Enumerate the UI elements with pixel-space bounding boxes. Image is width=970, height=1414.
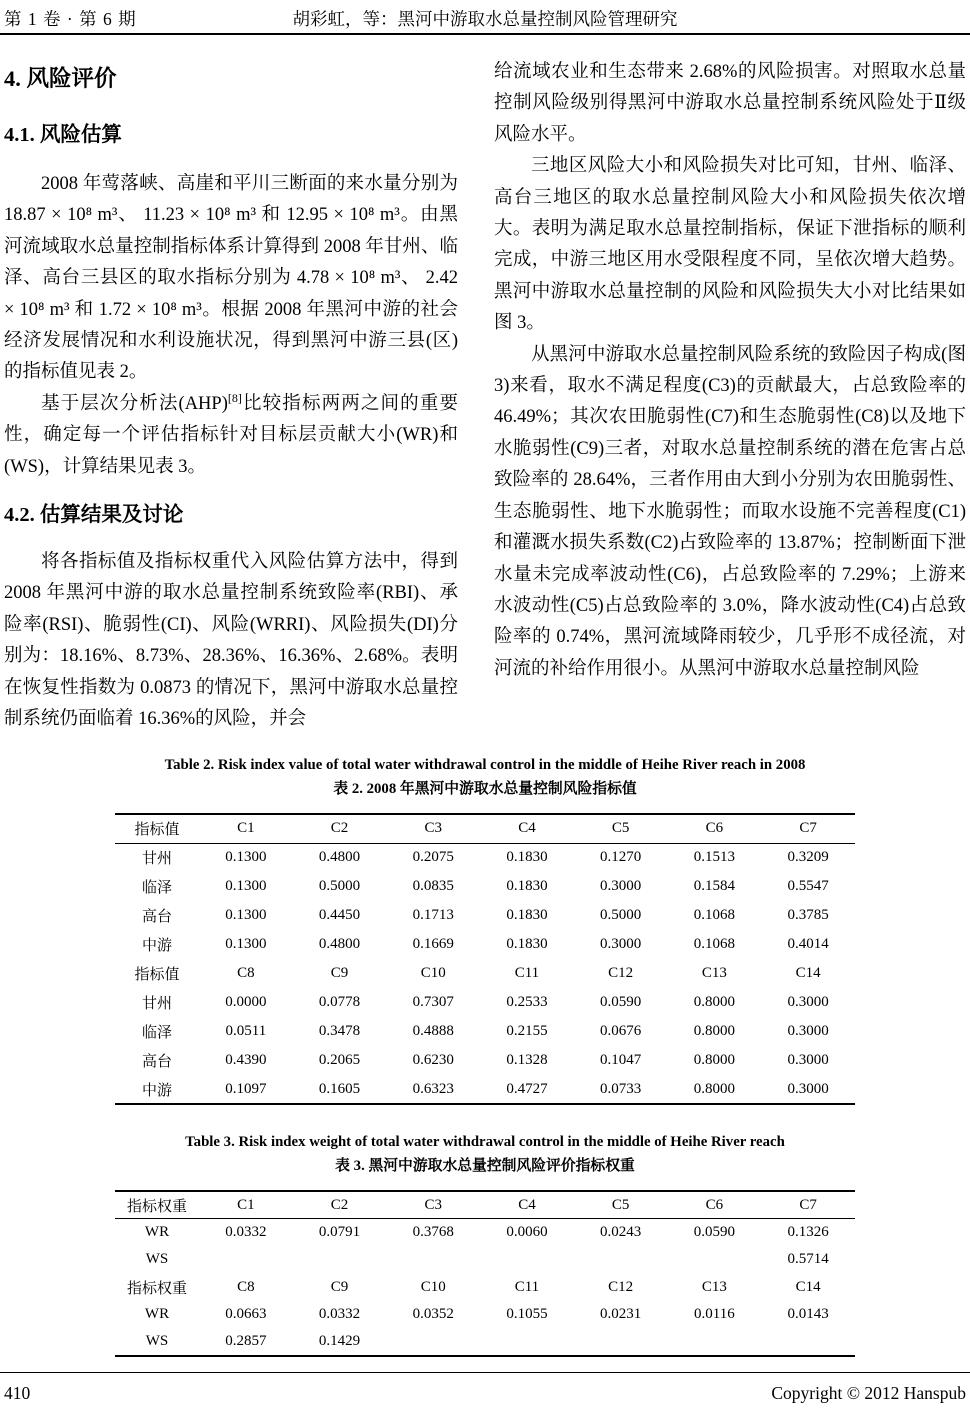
value-cell: C2 [330,1196,349,1213]
row-label: WS [145,1333,169,1350]
value-cell: 0.1713 [412,907,454,923]
table-row [115,1046,855,1075]
paragraph: 给流域农业和生态带来 2.68%的风险损害。对照取水总量控制风险级别得黑河中游取水总量控制系统风险处于Ⅱ级风险水平。 [494,62,966,145]
value-cell: 0.2075 [412,849,454,866]
value-cell: 0.1830 [506,878,548,894]
value-cell: 0.0778 [318,994,361,1010]
running-title: 胡彩虹，等：黑河中游取水总量控制风险管理研究 [292,9,678,29]
value-cell: 0.4888 [412,1023,454,1039]
table-row [115,814,855,843]
value-cell [293,1246,387,1274]
paragraph: 2008 年莺落峡、高崖和平川三断面的来水量分别为 18.87 × 10⁸ m³、 11.23 × 10⁸ m³ 和 12.95 × 10⁸ m³。由黑河流域取水总量控制指标体系计算得到 2008 年甘州、临泽、高台三县区的取水指标分别为 4.78 × 10⁸ m³、 2.42 × 10⁸ m³ 和 1.72 × 10⁸ m³。根据 2008 年黑河中游的社会经济发展情况和水利设施状况，得到黑河中游三县(区)的指标值见表 2。 [4,174,458,383]
table-row [115,901,855,930]
value-cell: 0.8000 [693,1080,735,1097]
value-cell: C10 [420,965,446,981]
value-cell: 0.1068 [693,936,735,952]
value-cell: 0.1068 [693,907,735,923]
value-cell: 0.8000 [693,1052,735,1068]
value-cell: 0.1328 [506,1052,548,1068]
value-cell: C7 [799,1196,817,1213]
value-cell: 0.0590 [600,994,642,1010]
value-cell: 0.0332 [318,1306,361,1323]
value-cell: 0.1300 [225,936,267,952]
value-cell: 0.5000 [600,907,642,923]
value-cell: 0.0000 [225,994,267,1010]
value-cell: 0.2155 [506,1023,548,1039]
table-row [115,1017,855,1046]
section-4-1-heading: 4.1. 风险估算 [4,124,122,146]
value-cell: 0.0243 [600,1224,642,1240]
value-cell: C1 [237,820,255,837]
value-cell: 0.1055 [506,1306,548,1323]
row-label: WR [144,1224,170,1240]
value-cell: 0.5000 [318,878,361,894]
value-cell: 0.0590 [693,1224,735,1240]
value-cell [480,1329,574,1357]
value-cell: 0.4450 [318,907,361,923]
section-4-heading: 4. 风险评价 [4,66,117,91]
value-cell: C4 [518,820,536,837]
value-cell [574,1329,668,1357]
table2 [115,813,855,1105]
value-cell: C12 [608,1278,634,1295]
value-cell: 0.0663 [225,1306,267,1323]
paragraph: 三地区风险大小和风险损失对比可知，甘州、临泽、高台三地区的取水总量控制风险大小和风险损失依次增大。表明为满足取水总量控制指标，保证下泄指标的顺利完成，中游三地区用水受限程度不同，呈依次增大趋势。黑河中游取水总量控制的风险和风险损失大小对比结果如图 3。 [494,156,966,334]
value-cell: 0.0733 [600,1080,642,1097]
value-cell: 0.4390 [225,1052,267,1068]
value-cell: C9 [330,1278,349,1295]
value-cell: 0.1830 [506,849,548,866]
citation-reference: [8] [227,390,242,405]
issue-info: 第 1 卷 · 第 6 期 [4,9,137,29]
left-column [4,57,458,736]
value-cell: 0.1605 [318,1080,361,1097]
table3-caption-chinese: 表 3. 黑河中游取水总量控制风险评价指标权重 [335,1158,635,1174]
value-cell: 0.7307 [412,994,454,1010]
row-label: 甘州 [141,996,172,1012]
value-cell: 0.1429 [318,1333,361,1350]
value-cell: C11 [514,1278,540,1295]
copyright-notice: Copyright © 2012 Hanspub [771,1383,966,1403]
value-cell: C10 [420,1278,446,1295]
header-rule [0,33,970,35]
value-cell: 0.1300 [225,849,267,866]
table-row [115,1191,855,1219]
value-cell: 0.0676 [600,1023,642,1039]
table-row [115,1301,855,1329]
value-cell [668,1246,762,1274]
value-cell: 0.3000 [787,1023,829,1039]
table-row [115,959,855,988]
table2-caption-chinese: 表 2. 2008 年黑河中游取水总量控制风险指标值 [333,781,637,797]
right-column [494,57,966,685]
row-label: 指标权重 [126,1280,187,1297]
table-row [115,872,855,901]
row-label: 指标权重 [126,1198,187,1215]
page-number: 410 [4,1383,31,1403]
value-cell: 0.0791 [318,1224,361,1240]
row-label: 高台 [141,1054,172,1070]
value-cell: 0.0231 [600,1306,642,1323]
paragraph [4,389,458,483]
value-cell: C14 [795,1278,821,1295]
value-cell: 0.3000 [787,1080,829,1097]
row-label: WS [145,1251,169,1268]
row-label: WR [144,1306,170,1323]
value-cell: 0.4800 [318,849,361,866]
row-label: 高台 [141,909,172,925]
value-cell: C3 [424,820,443,837]
value-cell: 0.2533 [506,994,548,1010]
row-label: 中游 [141,938,172,954]
table-row [115,988,855,1017]
value-cell [480,1246,574,1274]
table-row [115,1075,855,1104]
value-cell: 0.6323 [412,1080,454,1097]
value-cell: 0.6230 [412,1052,454,1068]
page-header [4,6,966,32]
table-row [115,1219,855,1247]
value-cell [668,1329,762,1357]
row-label: 中游 [141,1082,172,1099]
value-cell: C5 [611,820,630,837]
value-cell: C14 [795,965,821,981]
value-cell: C9 [330,965,349,981]
value-cell [761,1329,855,1357]
value-cell: C13 [701,1278,727,1295]
value-cell: 0.3478 [318,1023,361,1039]
table-row [115,1246,855,1274]
value-cell: 0.3000 [787,994,829,1010]
value-cell: 0.1300 [225,878,267,894]
value-cell: 0.3209 [787,849,829,866]
table-row [115,1274,855,1302]
paragraph-text: 基于层次分析法(AHP) [41,393,228,414]
value-cell: 0.0060 [506,1224,548,1240]
section-4-2-heading: 4.2. 估算结果及讨论 [4,504,184,527]
value-cell: C8 [237,965,255,981]
value-cell: 0.0352 [412,1306,454,1323]
value-cell [386,1329,480,1357]
value-cell: 0.1830 [506,907,548,923]
row-label: 指标值 [134,822,180,839]
value-cell: C6 [705,820,724,837]
value-cell: C12 [608,965,634,981]
table-row [115,843,855,872]
table2-caption-english: Table 2. Risk index value of total water withdrawal control in the middle of Heihe River reach in 2008 [164,757,806,773]
table3 [115,1190,855,1357]
value-cell: 0.0332 [225,1224,267,1240]
paragraph: 将各指标值及指标权重代入风险估算方法中，得到 2008 年黑河中游的取水总量控制系统致险率(RBI)、承险率(RSI)、脆弱性(CI)、风险(WRRI)、风险损失(DI)分别为：18.16%、8.73%、28.36%、16.36%、2.68%。表明在恢复性指数为 0.0873 的情况下，黑河中游取水总量控制系统仍面临着 16.36%的风险，并会 [4,552,458,730]
value-cell: 0.8000 [693,994,735,1010]
value-cell: 0.4800 [318,936,361,952]
value-cell: 0.0116 [694,1306,735,1323]
value-cell: 0.4727 [506,1080,548,1097]
value-cell: C4 [518,1196,536,1213]
footer-rule [0,1372,970,1373]
value-cell: 0.1326 [787,1224,829,1240]
paragraph: 从黑河中游取水总量控制风险系统的致险因子构成(图 3)来看，取水不满足程度(C3)的贡献最大，占总致险率的 46.49%；其次农田脆弱性(C7)和生态脆弱性(C8)以及地下水脆弱性(C9)三者，对取水总量控制系统的潜在危害占总致险率的 28.64%，三者作用由大到小分别为农田脆弱性、生态脆弱性、地下水脆弱性；而取水设施不完善程度(C1)和灌溉水损失系数(C2)占致险率的 13.87%；控制断面下泄水量未完成率波动性(C6)，占总致险率的 7.29%；上游来水波动性(C5)占总致险率的 3.0%，降水波动性(C4)占总致险率的 0.74%，黑河流域降雨较少，几乎形不成径流，对河流的补给作用很小。从黑河中游取水总量控制风险 [494,344,966,679]
value-cell: 0.3785 [787,907,829,923]
value-cell: C3 [424,1196,443,1213]
value-cell [386,1246,480,1274]
value-cell: 0.2857 [225,1333,267,1350]
row-label: 临泽 [141,1025,172,1041]
value-cell: 0.3768 [412,1224,454,1240]
value-cell: 0.8000 [693,1023,735,1039]
value-cell: C6 [705,1196,724,1213]
value-cell: C13 [701,965,727,981]
value-cell: 0.3000 [600,936,642,952]
value-cell: 0.3000 [787,1052,829,1068]
value-cell: 0.1830 [506,936,548,952]
row-label: 甘州 [141,851,172,868]
value-cell: 0.1669 [412,936,454,952]
value-cell: C2 [330,820,349,837]
value-cell: 0.1047 [600,1052,642,1068]
value-cell: 0.2065 [318,1052,361,1068]
value-cell: 0.5714 [787,1251,829,1268]
value-cell: 0.1270 [600,849,642,866]
value-cell: C7 [799,820,817,837]
table3-caption-english: Table 3. Risk index weight of total water withdrawal control in the middle of Heihe River reach [185,1134,785,1150]
tables-block [0,757,970,1357]
value-cell: 0.0835 [412,878,454,894]
value-cell: 0.1097 [225,1080,267,1097]
value-cell: C11 [514,965,540,981]
value-cell: 0.0143 [787,1306,829,1323]
value-cell: 0.4014 [787,936,829,952]
value-cell: 0.3000 [600,878,642,894]
row-label: 临泽 [141,880,172,896]
value-cell: 0.1584 [693,878,735,894]
value-cell: C1 [237,1196,255,1213]
value-cell: 0.1300 [225,907,267,923]
table-row [115,930,855,959]
value-cell: 0.0511 [225,1023,267,1039]
row-label: 指标值 [134,967,180,983]
value-cell: 0.1513 [693,849,735,866]
value-cell [199,1246,293,1274]
value-cell: 0.5547 [787,878,829,894]
table-row [115,1329,855,1357]
value-cell: C5 [611,1196,630,1213]
value-cell [574,1246,668,1274]
value-cell: C8 [237,1278,255,1295]
paragraph-text: 比较指标两两之间的重要性，确定每一个评估指标针对目标层贡献大小(WR)和(WS)，计算结果见表 3。 [4,393,458,477]
